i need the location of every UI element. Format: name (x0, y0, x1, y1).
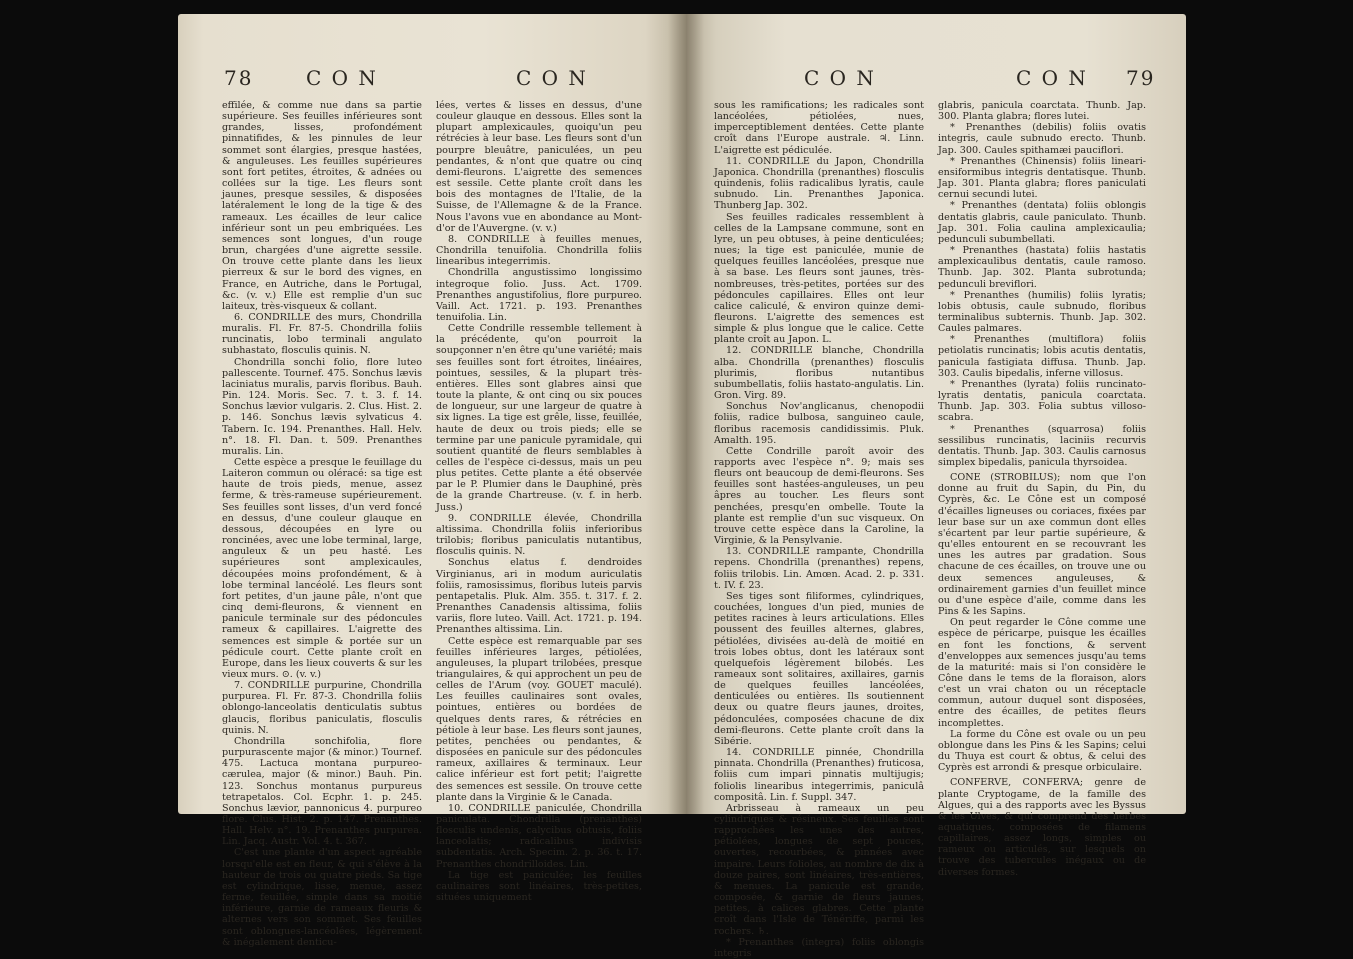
right-page-number: 79 (1126, 66, 1156, 90)
paragraph: 6. CONDRILLE des murs, Chondrilla muralis. Fl. Fr. 87-5. Chondrilla foliis runcinatis, lobo terminali angulato subhastato, flosculis quinis. N. (222, 311, 422, 357)
paragraph: * Prenanthes (lyrata) foliis runcinato-lyratis dentatis, panicula coarctata. Thunb. Jap. 303. Folia subtus villoso-scabra. (938, 378, 1146, 424)
paragraph: Ses feuilles radicales ressemblent à celles de la Lampsane commune, sont en lyre, un peu obtuses, à peine denticulées; nues; la tige est paniculée, munie de quelques feuilles lancéolées, presque nue à sa base. Les fleurs sont jaunes, très-nombreuses, très-petites, portées sur des pédoncules capillaires. Elles ont leur calice caliculé, & environ quinze demi-fleurons. L'aigrette des semences est simple & plus longue que le calice. Cette plante croît au Japon. L. (714, 211, 924, 346)
right-running-head-col1: C O N (804, 66, 876, 90)
left-page-number: 78 (224, 66, 254, 90)
paragraph: 7. CONDRILLE purpurine, Chondrilla purpurea. Fl. Fr. 87-3. Chondrilla foliis oblongo-lanceolatis denticulatis subtus glaucis, floribus paniculatis, flosculis quinis. N. (222, 680, 422, 736)
paragraph: lées, vertes & lisses en dessus, d'une couleur glauque en dessous. Elles sont la plupart amplexicaules, quoiqu'un peu rétrécies à leur base. Les fleurs sont d'un pourpre bleuâtre, paniculées, un peu pendantes, & n'ont que quatre ou cinq demi-fleurons. L'aigrette des semences est sessile. Cette plante croît dans les bois des montagnes de l'Italie, de la Suisse, de l'Allemagne & de la France. Nous l'avons vue en abondance au Mont-d'or de l'Auvergne. (v. v.) (436, 100, 642, 234)
right-running-head-col2: C O N (1016, 66, 1088, 90)
paragraph: Chondrilla angustissimo longissimo integroque folio. Juss. Act. 1709. Prenanthes angustifolius, flore purpureo. Vaill. Act. 1721. p. 193. Prenanthes tenuifolia. Lin. (436, 267, 642, 323)
paragraph: effilée, & comme nue dans sa partie supérieure. Ses feuilles inférieures sont grandes, lisses, profondément pinnatifides, & les pinnules de leur sommet sont élargies, presque hastées, & anguleuses. Les feuilles supérieures sont fort petites, étroites, & adnées ou collées sur la tige. Les fleurs sont jaunes, presque sessiles, & disposées latéralement le long de la tige & des rameaux. Les écailles de leur calice inférieur sont un peu embriquées. Les semences sont longues, d'un rouge brun, chargées d'une aigrette sessile. On trouve cette plante dans les lieux pierreux & sur le bord des vignes, en France, en Autriche, dans le Portugal, &c. (v. v.) Elle est remplie d'un suc laiteux, très-visqueux & collant. (222, 100, 422, 312)
paragraph: La tige est paniculée; les feuilles caulinaires sont linéaires, très-petites, situées uniquement (436, 869, 642, 904)
paragraph: 9. CONDRILLE élevée, Chondrilla altissima. Chondrilla foliis inferioribus trilobis; floribus paniculatis nutantibus, flosculis quinis. N. (436, 512, 642, 558)
left-column-2 (436, 100, 642, 903)
right-column-1 (714, 100, 924, 959)
paragraph: glabris, panicula coarctata. Thunb. Jap. 300. Planta glabra; flores lutei. (938, 100, 1146, 123)
left-column-1 (222, 100, 422, 948)
paragraph: On peut regarder le Cône comme une espèce de péricarpe, puisque les écailles en font les fonctions, & servent d'enveloppes aux semences jusqu'au tems de la maturité: mais si l'on considère le Cône dans le tems de la floraison, alors c'est un vrai chaton ou un réceptacle commun, autour duquel sont disposées, entre des écailles, de petites fleurs incomplettes. (938, 617, 1146, 729)
paragraph: 12. CONDRILLE blanche, Chondrilla alba. Chondrilla (prenanthes) flosculis plurimis, floribus nutantibus subumbellatis, foliis hastato-angulatis. Lin. Gron. Virg. 89. (714, 345, 924, 402)
paragraph: 8. CONDRILLE à feuilles menues, Chondrilla tenuifolia. Chondrilla foliis linearibus integerrimis. (436, 233, 642, 268)
paragraph: 11. CONDRILLE du Japon, Chondrilla Japonica. Chondrilla (prenanthes) flosculis quindenis, foliis radicalibus lyratis, caule subnudo. Lin. Prenanthes Japonica. Thunberg Jap. 302. (714, 155, 924, 212)
left-running-head-col2: C O N (516, 66, 588, 90)
paragraph: Cette Condrille paroît avoir des rapports avec l'espèce n°. 9; mais ses fleurs ont beaucoup de demi-fleurons. Ses feuilles sont hastées-anguleuses, un peu âpres au toucher. Les fleurs sont penchées, presqu'en ombelle. Toute la plante est remplie d'un suc visqueux. On trouve cette espèce dans la Caroline, la Virginie, & la Pensylvanie. (714, 445, 924, 547)
paragraph: * Prenanthes (debilis) foliis ovatis integris, caule subnudo erecto. Thunb. Jap. 300. Caules spithamæi pauciflori. (938, 122, 1146, 156)
right-page-header (686, 66, 1186, 96)
left-page-header (178, 66, 686, 96)
paragraph: Chondrilla sonchifolia, flore purpurascente major (& minor.) Tournef. 475. Lactuca montana purpureo-cærulea, major (& minor.) Bauh. Pin. 123. Sonchus montanus purpureus tetrapetalos. Col. Ecphr. 1. p. 245. Sonchus lævior, pannonicus 4. purpureo flore. Clus. Hist. 2. p. 147. Prenanthes. Hall. Helv. n°. 19. Prenanthes purpurea. Lin. Jacq. Austr. Vol. 4. t. 367. (222, 735, 422, 848)
paragraph: sous les ramifications; les radicales sont lancéolées, pétiolées, nues, imperceptiblement dentées. Cette plante croît dans l'Europe australe. ♃. Linn. L'aigrette est pédiculée. (714, 100, 924, 156)
paragraph: * Prenanthes (squarrosa) foliis sessilibus runcinatis, laciniis recurvis dentatis. Thunb. Jap. 303. Caulis carnosus simplex bipedalis, panicula thyrsoidea. (938, 423, 1146, 468)
paragraph: 14. CONDRILLE pinnée, Chondrilla pinnata. Chondrilla (Prenanthes) fruticosa, foliis cum impari pinnatis multijugis; foliolis linearibus integerrimis, paniculâ compositâ. Lin. f. Suppl. 347. (714, 747, 924, 803)
left-page (178, 14, 686, 948)
paragraph: CONE (STROBILUS); nom que l'on donne au fruit du Sapin, du Pin, du Cyprès, &c. Le Cône est un composé d'écailles ligneuses ou coriaces, fixées par leur base sur un axe commun dont elles s'écartent par leur partie supérieure, & qu'elles entourent en se recouvrant les unes les autres par gradation. Sous chacune de ces écailles, on trouve une ou deux semences anguleuses, & ordinairement garnies d'un feuillet mince ou d'une espèce d'aile, comme dans les Pins & les Sapins. (938, 472, 1146, 618)
right-page (686, 14, 1186, 959)
paragraph: 13. CONDRILLE rampante, Chondrilla repens. Chondrilla (prenanthes) repens, foliis trilobis. Lin. Amœn. Acad. 2. p. 331. t. IV. f. 23. (714, 546, 924, 591)
paragraph: * Prenanthes (dentata) foliis oblongis dentatis glabris, caule paniculato. Thunb. Jap. 301. Folia caulina amplexicaulia; pedunculi subumbellati. (938, 200, 1146, 245)
paragraph: * Prenanthes (integra) foliis oblongis integris (714, 936, 924, 959)
book-spread (178, 14, 1186, 959)
right-column-2 (938, 100, 1146, 878)
paragraph: * Prenanthes (humilis) foliis lyratis; lobis obtusis, caule subnudo, floribus terminalibus subternis. Thunb. Jap. 302. Caules palmares. (938, 289, 1146, 335)
paragraph: Cette espèce a presque le feuillage du Laiteron commun ou oléracé: sa tige est haute de trois pieds, menue, assez ferme, & très-rameuse supérieurement. Ses feuilles sont lisses, d'un verd foncé en dessus, d'une couleur glauque en dessous, découpées en lyre ou roncinées, avec une lobe terminal, large, anguleux & un peu hasté. Les supérieures sont amplexicaules, découpées moins profondément, & à lobe terminal lancéolé. Les fleurs sont fort petites, d'un jaune pâle, n'ont que cinq demi-fleurons, & viennent en panicule terminale sur des pédoncules rameux & capillaires. L'aigrette des semences est simple & portée sur un pédicule court. Cette plante croît en Europe, dans les lieux couverts & sur les vieux murs. ⊙. (v. v.) (222, 457, 422, 680)
paragraph: Sonchus Nov'anglicanus, chenopodii foliis, radice bulbosa, sanguineo caule, floribus racemosis candidissimis. Pluk. Amalth. 195. (714, 401, 924, 446)
paragraph: Ses tiges sont filiformes, cylindriques, couchées, longues d'un pied, munies de petites racines à leurs articulations. Elles poussent des feuilles alternes, glabres, pétiolées, divisées au-delà de moitié en trois lobes obtus, dont les latéraux sont quelquefois légèrement bilobés. Les rameaux sont solitaires, axillaires, garnis de quelques feuilles lancéolées, denticulées ou entières. Ils soutiennent deux ou quatre fleurs jaunes, droites, pédonculées, composées chacune de dix demi-fleurons. Cette plante croît dans la Sibérie. (714, 590, 924, 747)
paragraph: * Prenanthes (Chinensis) foliis lineari-ensiformibus integris dentatisque. Thunb. Jap. 301. Planta glabra; flores paniculati cernui secundi lutei. (938, 155, 1146, 201)
paragraph: C'est une plante d'un aspect agréable lorsqu'elle est en fleur, & qui s'élève à la hauteur de trois ou quatre pieds. Sa tige est cylindrique, lisse, menue, assez ferme, feuillée, simple dans sa moitié inférieure, garnie de rameaux fleuris & alternes vers son sommet. Ses feuilles sont oblongues-lancéolées, légèrement & inégalement denticu- (222, 847, 422, 948)
paragraph: CONFERVE, CONFERVA; genre de plante Cryptogame, de la famille des Algues, qui a des rapports avec les Byssus & les Ulves, & qui comprend des herbes aquatiques, composées de filamens capillaires, assez longs, simples ou rameux ou articulés, sur lesquels on trouve des tubercules inégaux ou de diverses formes. (938, 777, 1146, 878)
paragraph: Cette espèce est remarquable par ses feuilles inférieures larges, pétiolées, anguleuses, la plupart trilobées, presque triangulaires, & qui approchent un peu de celles de l'Arum (voy. GOUET maculé). Les feuilles caulinaires sont ovales, pointues, entières ou bordées de quelques dents rares, & rétrécies en pétiole à leur base. Les fleurs sont jaunes, petites, penchées ou pendantes, & disposées en panicule sur des pédoncules rameux, axillaires & terminaux. Leur calice inférieur est fort petit; l'aigrette des semences est sessile. On trouve cette plante dans la Virginie & le Canada. (436, 635, 642, 803)
paragraph: 10. CONDRILLE paniculée, Chondrilla paniculata. Chondrilla (prenanthes) flosculis undenis, calycibus obtusis, foliis lanceolatis; radicalibus indivisis subdentatis. Arch. Specim. 2. p. 36. t. 17. Prenanthes chondrilloides. Lin. (436, 802, 642, 870)
paragraph: La forme du Cône est ovale ou un peu oblongue dans les Pins & les Sapins; celui du Thuya est court & obtus, & celui des Cyprès est arrondi & presque orbiculaire. (938, 728, 1146, 774)
left-running-head-col1: C O N (306, 66, 378, 90)
paragraph: Chondrilla sonchi folio, flore luteo pallescente. Tournef. 475. Sonchus lævis laciniatus muralis, parvis floribus. Bauh. Pin. 124. Moris. Sec. 7. t. 3. f. 14. Sonchus lævior vulgaris. 2. Clus. Hist. 2. p. 146. Sonchus lævis sylvaticus 4. Tabern. Ic. 194. Prenanthes. Hall. Helv. n°. 18. Fl. Dan. t. 509. Prenanthes muralis. Lin. (222, 356, 422, 457)
paragraph: Cette Condrille ressemble tellement à la précédente, qu'on pourroit la soupçonner n'en être qu'une variété; mais ses feuilles sont fort étroites, linéaires, pointues, sessiles, & la plupart très-entières. Elles sont glabres ainsi que toute la plante, & ont cinq ou six pouces de longueur, sur une largeur de quatre à six lignes. La tige est grêle, lisse, feuillée, haute de deux ou trois pieds; elle se termine par une panicule pyramidale, qui soutient quantité de fleurs semblables à celles de l'espèce ci-dessus, mais un peu plus petites. Cette plante a été observée par le P. Plumier dans le Dauphiné, près de la grande Chartreuse. (v. f. in herb. Juss.) (436, 323, 642, 513)
paragraph: Arbrisseau à rameaux un peu cylindriques & résineux. Ses feuilles sont rapprochées les unes des autres, pétiolées, longues de sept pouces, ouvertes, recourbées, & pinnées avec impaire. Leurs folioles, au nombre de dix à douze paires, sont linéaires, très-entières, & menues. La panicule est grande, composée, & garnie de fleurs jaunes, petites, à calices glabres. Cette plante croît dans l'Isle de Ténériffe, parmi les rochers. ♄. (714, 802, 924, 937)
paragraph: * Prenanthes (multiflora) foliis petiolatis runcinatis; lobis acutis dentatis, panicula fastigiata diffusa. Thunb. Jap. 303. Caulis bipedalis, inferne villosus. (938, 334, 1146, 379)
paragraph: * Prenanthes (hastata) foliis hastatis amplexicaulibus dentatis, caule ramoso. Thunb. Jap. 302. Planta subrotunda; pedunculi breviflori. (938, 245, 1146, 290)
paragraph: Sonchus elatus f. dendroides Virginianus, ari in modum auriculatis foliis, ramosissimus, floribus luteis parvis pentapetalis. Pluk. Alm. 355. t. 317. f. 2. Prenanthes Canadensis altissima, foliis variis, flore luteo. Vaill. Act. 1721. p. 194. Prenanthes altissima. Lin. (436, 557, 642, 636)
